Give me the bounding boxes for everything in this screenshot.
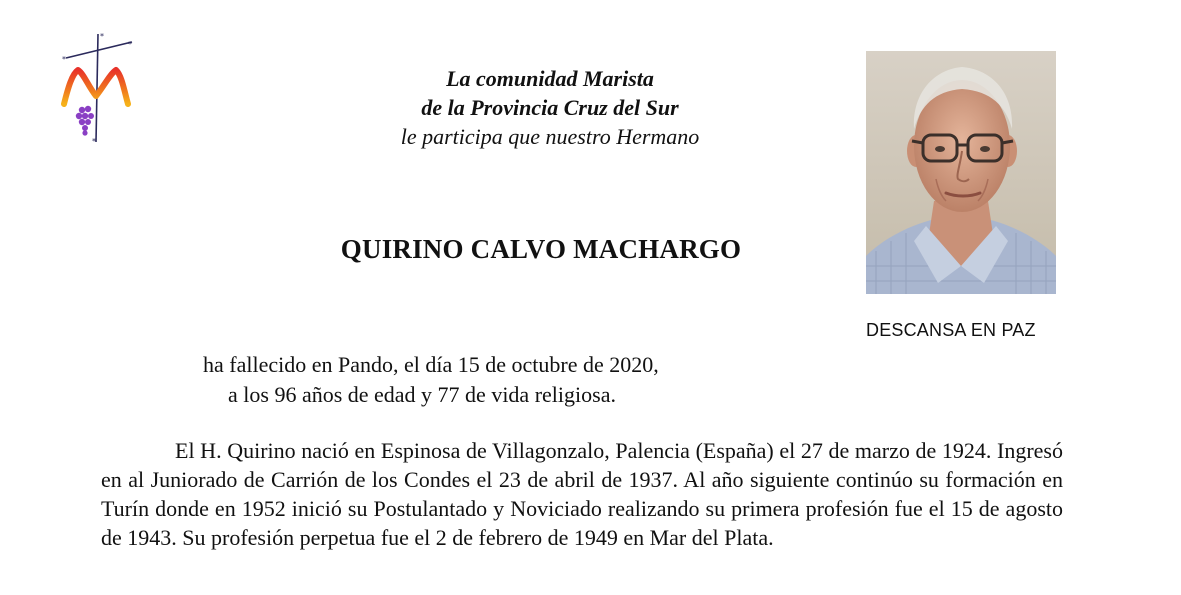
death-notice-line-2: a los 96 años de edad y 77 de vida religiosa. bbox=[228, 382, 616, 407]
svg-text:*: * bbox=[92, 137, 96, 145]
header-line-province: de la Provincia Cruz del Sur bbox=[421, 95, 679, 120]
svg-text:*: * bbox=[128, 40, 132, 49]
svg-text:*: * bbox=[100, 32, 104, 41]
header-block bbox=[300, 64, 800, 151]
deceased-name: QUIRINO CALVO MACHARGO bbox=[340, 234, 742, 264]
biography-paragraph: El H. Quirino nació en Espinosa de Villagonzalo, Palencia (España) el 27 de marzo de 1924. Ingresó en al Juniorado de Carrión de los Condes el 23 de abril de 1937. Al año siguiente continúo su formación en Turín donde en 1952 inició su Postulantado y Noviciado realizando su primera profesión fue el 15 de agosto de 1943. Su profesión perpetua fue el 2 de febrero de 1949 en Mar del Plata. bbox=[101, 438, 1063, 550]
header-line-community: La comunidad Marista bbox=[446, 66, 654, 91]
portrait-photo bbox=[866, 51, 1056, 294]
svg-text:*: * bbox=[62, 55, 66, 64]
header-line-announcement: le participa que nuestro Hermano bbox=[400, 124, 700, 149]
death-notice-line-1: ha fallecido en Pando, el día 15 de octubre de 2020, bbox=[203, 352, 659, 377]
marist-logo-icon bbox=[58, 30, 138, 145]
rest-in-peace-label: DESCANSA EN PAZ bbox=[866, 320, 1036, 340]
